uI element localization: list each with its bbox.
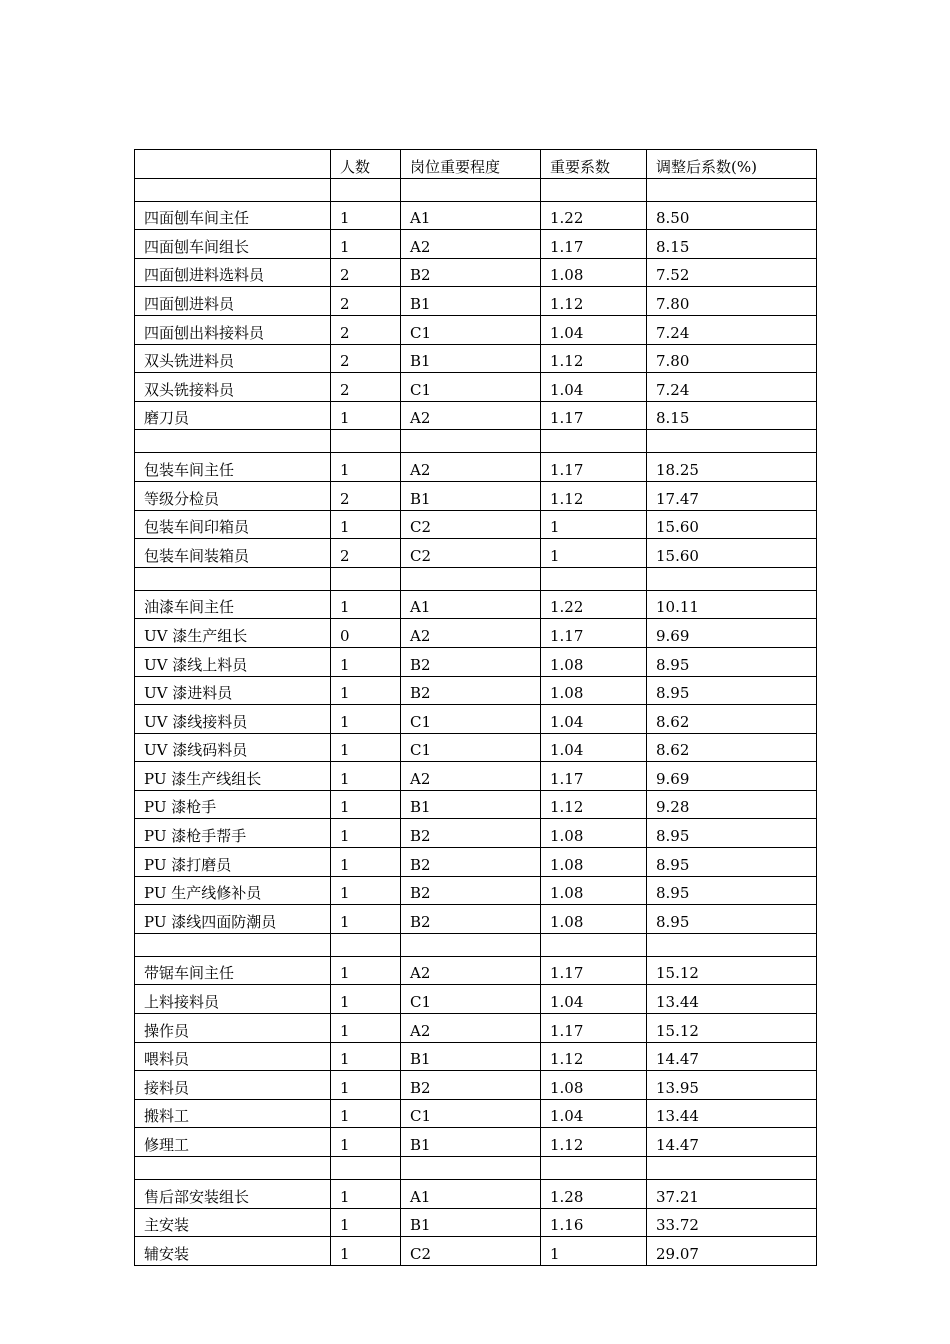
- headcount-cell: 1: [331, 1128, 401, 1157]
- adjusted-coefficient-cell: 13.95: [647, 1071, 817, 1100]
- group-separator-row: [135, 567, 817, 590]
- importance-level-cell: B1: [401, 1208, 541, 1237]
- table-row: [135, 985, 817, 1014]
- adjusted-coefficient-cell: 9.69: [647, 762, 817, 791]
- importance-coefficient-cell: 1.04: [541, 373, 647, 402]
- importance-coefficient-cell: 1.04: [541, 705, 647, 734]
- importance-level-cell: B2: [401, 848, 541, 877]
- adjusted-coefficient-cell: 8.15: [647, 230, 817, 259]
- position-cell: 双头铣进料员: [135, 344, 331, 373]
- headcount-cell: 1: [331, 510, 401, 539]
- position-cell: 等级分检员: [135, 481, 331, 510]
- empty-cell: [647, 430, 817, 453]
- table-row: [135, 287, 817, 316]
- importance-coefficient-cell: 1.12: [541, 1042, 647, 1071]
- empty-cell: [401, 178, 541, 201]
- empty-cell: [135, 1157, 331, 1180]
- importance-coefficient-cell: 1.04: [541, 315, 647, 344]
- table-row: [135, 481, 817, 510]
- position-cell: PU 漆生产线组长: [135, 762, 331, 791]
- position-cell: PU 漆枪手帮手: [135, 819, 331, 848]
- adjusted-coefficient-cell: 15.12: [647, 956, 817, 985]
- importance-level-cell: B1: [401, 1042, 541, 1071]
- empty-cell: [331, 933, 401, 956]
- importance-level-cell: B1: [401, 287, 541, 316]
- importance-level-cell: B2: [401, 676, 541, 705]
- importance-level-cell: C1: [401, 315, 541, 344]
- headcount-cell: 1: [331, 819, 401, 848]
- headcount-cell: 1: [331, 790, 401, 819]
- empty-cell: [331, 178, 401, 201]
- headcount-cell: 1: [331, 1208, 401, 1237]
- importance-level-cell: B2: [401, 819, 541, 848]
- importance-level-cell: A2: [401, 762, 541, 791]
- importance-coefficient-cell: 1.17: [541, 1014, 647, 1043]
- adjusted-coefficient-cell: 17.47: [647, 481, 817, 510]
- table-row: [135, 762, 817, 791]
- importance-coefficient-cell: 1.08: [541, 819, 647, 848]
- importance-level-cell: C1: [401, 705, 541, 734]
- table-row: [135, 876, 817, 905]
- table-row: [135, 819, 817, 848]
- importance-coefficient-cell: 1.08: [541, 905, 647, 934]
- group-separator-row: [135, 430, 817, 453]
- importance-coefficient-cell: 1.17: [541, 762, 647, 791]
- empty-cell: [541, 178, 647, 201]
- position-cell: PU 漆打磨员: [135, 848, 331, 877]
- importance-coefficient-cell: 1.12: [541, 344, 647, 373]
- importance-coefficient-cell: 1.12: [541, 481, 647, 510]
- headcount-cell: 2: [331, 344, 401, 373]
- importance-level-cell: B1: [401, 790, 541, 819]
- adjusted-coefficient-cell: 18.25: [647, 453, 817, 482]
- adjusted-coefficient-cell: 8.95: [647, 905, 817, 934]
- position-cell: UV 漆线上料员: [135, 647, 331, 676]
- empty-cell: [541, 567, 647, 590]
- importance-level-cell: A1: [401, 590, 541, 619]
- position-cell: 带锯车间主任: [135, 956, 331, 985]
- empty-cell: [401, 933, 541, 956]
- empty-cell: [647, 567, 817, 590]
- table-row: [135, 373, 817, 402]
- group-separator-row: [135, 178, 817, 201]
- table-row: [135, 1099, 817, 1128]
- adjusted-coefficient-cell: 8.95: [647, 647, 817, 676]
- importance-level-cell: B2: [401, 647, 541, 676]
- adjusted-coefficient-cell: 9.28: [647, 790, 817, 819]
- importance-level-cell: A2: [401, 1014, 541, 1043]
- headcount-cell: 2: [331, 539, 401, 568]
- table-row: [135, 258, 817, 287]
- importance-coefficient-cell: 1: [541, 510, 647, 539]
- importance-coefficient-cell: 1.08: [541, 1071, 647, 1100]
- adjusted-coefficient-cell: 8.50: [647, 201, 817, 230]
- importance-level-cell: B1: [401, 344, 541, 373]
- header-cell-importance-coefficient: 重要系数: [541, 150, 647, 179]
- table-row: [135, 1237, 817, 1266]
- headcount-cell: 1: [331, 956, 401, 985]
- position-cell: 双头铣接料员: [135, 373, 331, 402]
- adjusted-coefficient-cell: 7.24: [647, 315, 817, 344]
- importance-coefficient-cell: 1.22: [541, 201, 647, 230]
- importance-coefficient-cell: 1.08: [541, 848, 647, 877]
- headcount-cell: 1: [331, 1099, 401, 1128]
- importance-coefficient-cell: 1.04: [541, 985, 647, 1014]
- adjusted-coefficient-cell: 9.69: [647, 619, 817, 648]
- table-row: [135, 790, 817, 819]
- headcount-cell: 1: [331, 762, 401, 791]
- adjusted-coefficient-cell: 14.47: [647, 1042, 817, 1071]
- table-row: [135, 510, 817, 539]
- importance-level-cell: A1: [401, 201, 541, 230]
- table-row: [135, 619, 817, 648]
- adjusted-coefficient-cell: 15.12: [647, 1014, 817, 1043]
- position-cell: 接料员: [135, 1071, 331, 1100]
- importance-level-cell: B2: [401, 1071, 541, 1100]
- position-cell: 辅安装: [135, 1237, 331, 1266]
- headcount-cell: 1: [331, 705, 401, 734]
- importance-level-cell: C2: [401, 1237, 541, 1266]
- headcount-cell: 1: [331, 676, 401, 705]
- position-cell: 四面刨出料接料员: [135, 315, 331, 344]
- position-cell: PU 漆枪手: [135, 790, 331, 819]
- importance-level-cell: A1: [401, 1180, 541, 1209]
- position-cell: UV 漆线码料员: [135, 733, 331, 762]
- adjusted-coefficient-cell: 8.95: [647, 876, 817, 905]
- adjusted-coefficient-cell: 8.62: [647, 705, 817, 734]
- importance-coefficient-cell: 1.12: [541, 790, 647, 819]
- importance-coefficient-cell: 1.16: [541, 1208, 647, 1237]
- headcount-cell: 1: [331, 905, 401, 934]
- importance-coefficient-cell: 1.22: [541, 590, 647, 619]
- headcount-cell: 1: [331, 201, 401, 230]
- headcount-cell: 1: [331, 1237, 401, 1266]
- position-cell: PU 生产线修补员: [135, 876, 331, 905]
- importance-coefficient-cell: 1: [541, 539, 647, 568]
- header-row: [135, 150, 817, 179]
- table-row: [135, 705, 817, 734]
- table-row: [135, 539, 817, 568]
- headcount-cell: 1: [331, 985, 401, 1014]
- importance-coefficient-cell: 1.08: [541, 676, 647, 705]
- table-row: [135, 201, 817, 230]
- importance-coefficient-cell: 1.28: [541, 1180, 647, 1209]
- empty-cell: [541, 430, 647, 453]
- importance-level-cell: A2: [401, 230, 541, 259]
- header-cell-adjusted-coefficient: 调整后系数(%): [647, 150, 817, 179]
- table-body: [135, 150, 817, 1266]
- group-separator-row: [135, 933, 817, 956]
- adjusted-coefficient-cell: 14.47: [647, 1128, 817, 1157]
- empty-cell: [401, 1157, 541, 1180]
- table-row: [135, 1014, 817, 1043]
- importance-coefficient-cell: 1.17: [541, 230, 647, 259]
- headcount-cell: 1: [331, 1071, 401, 1100]
- headcount-cell: 1: [331, 733, 401, 762]
- adjusted-coefficient-cell: 8.95: [647, 676, 817, 705]
- position-coefficient-table: [134, 149, 817, 1266]
- importance-level-cell: B2: [401, 905, 541, 934]
- position-cell: 上料接料员: [135, 985, 331, 1014]
- headcount-cell: 2: [331, 481, 401, 510]
- table-row: [135, 733, 817, 762]
- adjusted-coefficient-cell: 29.07: [647, 1237, 817, 1266]
- table-row: [135, 453, 817, 482]
- adjusted-coefficient-cell: 7.52: [647, 258, 817, 287]
- adjusted-coefficient-cell: 10.11: [647, 590, 817, 619]
- empty-cell: [135, 933, 331, 956]
- importance-coefficient-cell: 1.08: [541, 647, 647, 676]
- table-row: [135, 1071, 817, 1100]
- adjusted-coefficient-cell: 7.24: [647, 373, 817, 402]
- importance-coefficient-cell: 1.08: [541, 876, 647, 905]
- empty-cell: [135, 178, 331, 201]
- position-cell: 四面刨车间组长: [135, 230, 331, 259]
- headcount-cell: 2: [331, 287, 401, 316]
- empty-cell: [541, 1157, 647, 1180]
- importance-coefficient-cell: 1.17: [541, 956, 647, 985]
- table-row: [135, 401, 817, 430]
- importance-level-cell: C1: [401, 733, 541, 762]
- position-cell: UV 漆生产组长: [135, 619, 331, 648]
- table-row: [135, 344, 817, 373]
- header-cell-position: [135, 150, 331, 179]
- headcount-cell: 1: [331, 1180, 401, 1209]
- importance-level-cell: C1: [401, 373, 541, 402]
- position-cell: 喂料员: [135, 1042, 331, 1071]
- position-cell: 磨刀员: [135, 401, 331, 430]
- importance-level-cell: C1: [401, 985, 541, 1014]
- importance-level-cell: C2: [401, 510, 541, 539]
- importance-coefficient-cell: 1.17: [541, 619, 647, 648]
- empty-cell: [135, 430, 331, 453]
- table-row: [135, 315, 817, 344]
- adjusted-coefficient-cell: 15.60: [647, 510, 817, 539]
- headcount-cell: 1: [331, 230, 401, 259]
- adjusted-coefficient-cell: 37.21: [647, 1180, 817, 1209]
- position-cell: 四面刨进料选料员: [135, 258, 331, 287]
- header-cell-headcount: 人数: [331, 150, 401, 179]
- table-row: [135, 848, 817, 877]
- empty-cell: [331, 430, 401, 453]
- position-cell: 售后部安装组长: [135, 1180, 331, 1209]
- adjusted-coefficient-cell: 8.95: [647, 848, 817, 877]
- importance-level-cell: A2: [401, 956, 541, 985]
- headcount-cell: 2: [331, 258, 401, 287]
- headcount-cell: 1: [331, 876, 401, 905]
- header-cell-importance-level: 岗位重要程度: [401, 150, 541, 179]
- position-cell: 包装车间装箱员: [135, 539, 331, 568]
- importance-coefficient-cell: 1.17: [541, 401, 647, 430]
- empty-cell: [401, 430, 541, 453]
- headcount-cell: 0: [331, 619, 401, 648]
- importance-coefficient-cell: 1.17: [541, 453, 647, 482]
- position-cell: 操作员: [135, 1014, 331, 1043]
- adjusted-coefficient-cell: 8.62: [647, 733, 817, 762]
- headcount-cell: 1: [331, 1042, 401, 1071]
- adjusted-coefficient-cell: 7.80: [647, 344, 817, 373]
- headcount-cell: 1: [331, 401, 401, 430]
- importance-coefficient-cell: 1.04: [541, 733, 647, 762]
- headcount-cell: 2: [331, 373, 401, 402]
- position-cell: 搬料工: [135, 1099, 331, 1128]
- importance-coefficient-cell: 1.12: [541, 287, 647, 316]
- position-cell: 包装车间主任: [135, 453, 331, 482]
- importance-coefficient-cell: 1.04: [541, 1099, 647, 1128]
- adjusted-coefficient-cell: 13.44: [647, 985, 817, 1014]
- position-cell: 油漆车间主任: [135, 590, 331, 619]
- position-cell: UV 漆线接料员: [135, 705, 331, 734]
- empty-cell: [331, 567, 401, 590]
- position-cell: 四面刨车间主任: [135, 201, 331, 230]
- position-cell: UV 漆进料员: [135, 676, 331, 705]
- table-row: [135, 230, 817, 259]
- headcount-cell: 1: [331, 848, 401, 877]
- position-cell: PU 漆线四面防潮员: [135, 905, 331, 934]
- empty-cell: [647, 1157, 817, 1180]
- position-cell: 包装车间印箱员: [135, 510, 331, 539]
- table-row: [135, 647, 817, 676]
- empty-cell: [541, 933, 647, 956]
- importance-coefficient-cell: 1.08: [541, 258, 647, 287]
- table-row: [135, 956, 817, 985]
- position-cell: 主安装: [135, 1208, 331, 1237]
- importance-coefficient-cell: 1: [541, 1237, 647, 1266]
- position-cell: 修理工: [135, 1128, 331, 1157]
- headcount-cell: 1: [331, 1014, 401, 1043]
- importance-level-cell: C2: [401, 539, 541, 568]
- importance-level-cell: B2: [401, 876, 541, 905]
- table-row: [135, 1208, 817, 1237]
- table-row: [135, 905, 817, 934]
- empty-cell: [647, 178, 817, 201]
- group-separator-row: [135, 1157, 817, 1180]
- empty-cell: [401, 567, 541, 590]
- adjusted-coefficient-cell: 33.72: [647, 1208, 817, 1237]
- importance-level-cell: C1: [401, 1099, 541, 1128]
- empty-cell: [647, 933, 817, 956]
- empty-cell: [331, 1157, 401, 1180]
- headcount-cell: 2: [331, 315, 401, 344]
- importance-level-cell: B1: [401, 1128, 541, 1157]
- table-row: [135, 1128, 817, 1157]
- table-row: [135, 590, 817, 619]
- empty-cell: [135, 567, 331, 590]
- importance-level-cell: A2: [401, 619, 541, 648]
- table-row: [135, 1180, 817, 1209]
- adjusted-coefficient-cell: 13.44: [647, 1099, 817, 1128]
- headcount-cell: 1: [331, 590, 401, 619]
- adjusted-coefficient-cell: 8.15: [647, 401, 817, 430]
- adjusted-coefficient-cell: 8.95: [647, 819, 817, 848]
- importance-level-cell: A2: [401, 453, 541, 482]
- adjusted-coefficient-cell: 7.80: [647, 287, 817, 316]
- table-row: [135, 676, 817, 705]
- headcount-cell: 1: [331, 647, 401, 676]
- adjusted-coefficient-cell: 15.60: [647, 539, 817, 568]
- importance-level-cell: A2: [401, 401, 541, 430]
- importance-level-cell: B2: [401, 258, 541, 287]
- headcount-cell: 1: [331, 453, 401, 482]
- importance-coefficient-cell: 1.12: [541, 1128, 647, 1157]
- table-row: [135, 1042, 817, 1071]
- position-cell: 四面刨进料员: [135, 287, 331, 316]
- importance-level-cell: B1: [401, 481, 541, 510]
